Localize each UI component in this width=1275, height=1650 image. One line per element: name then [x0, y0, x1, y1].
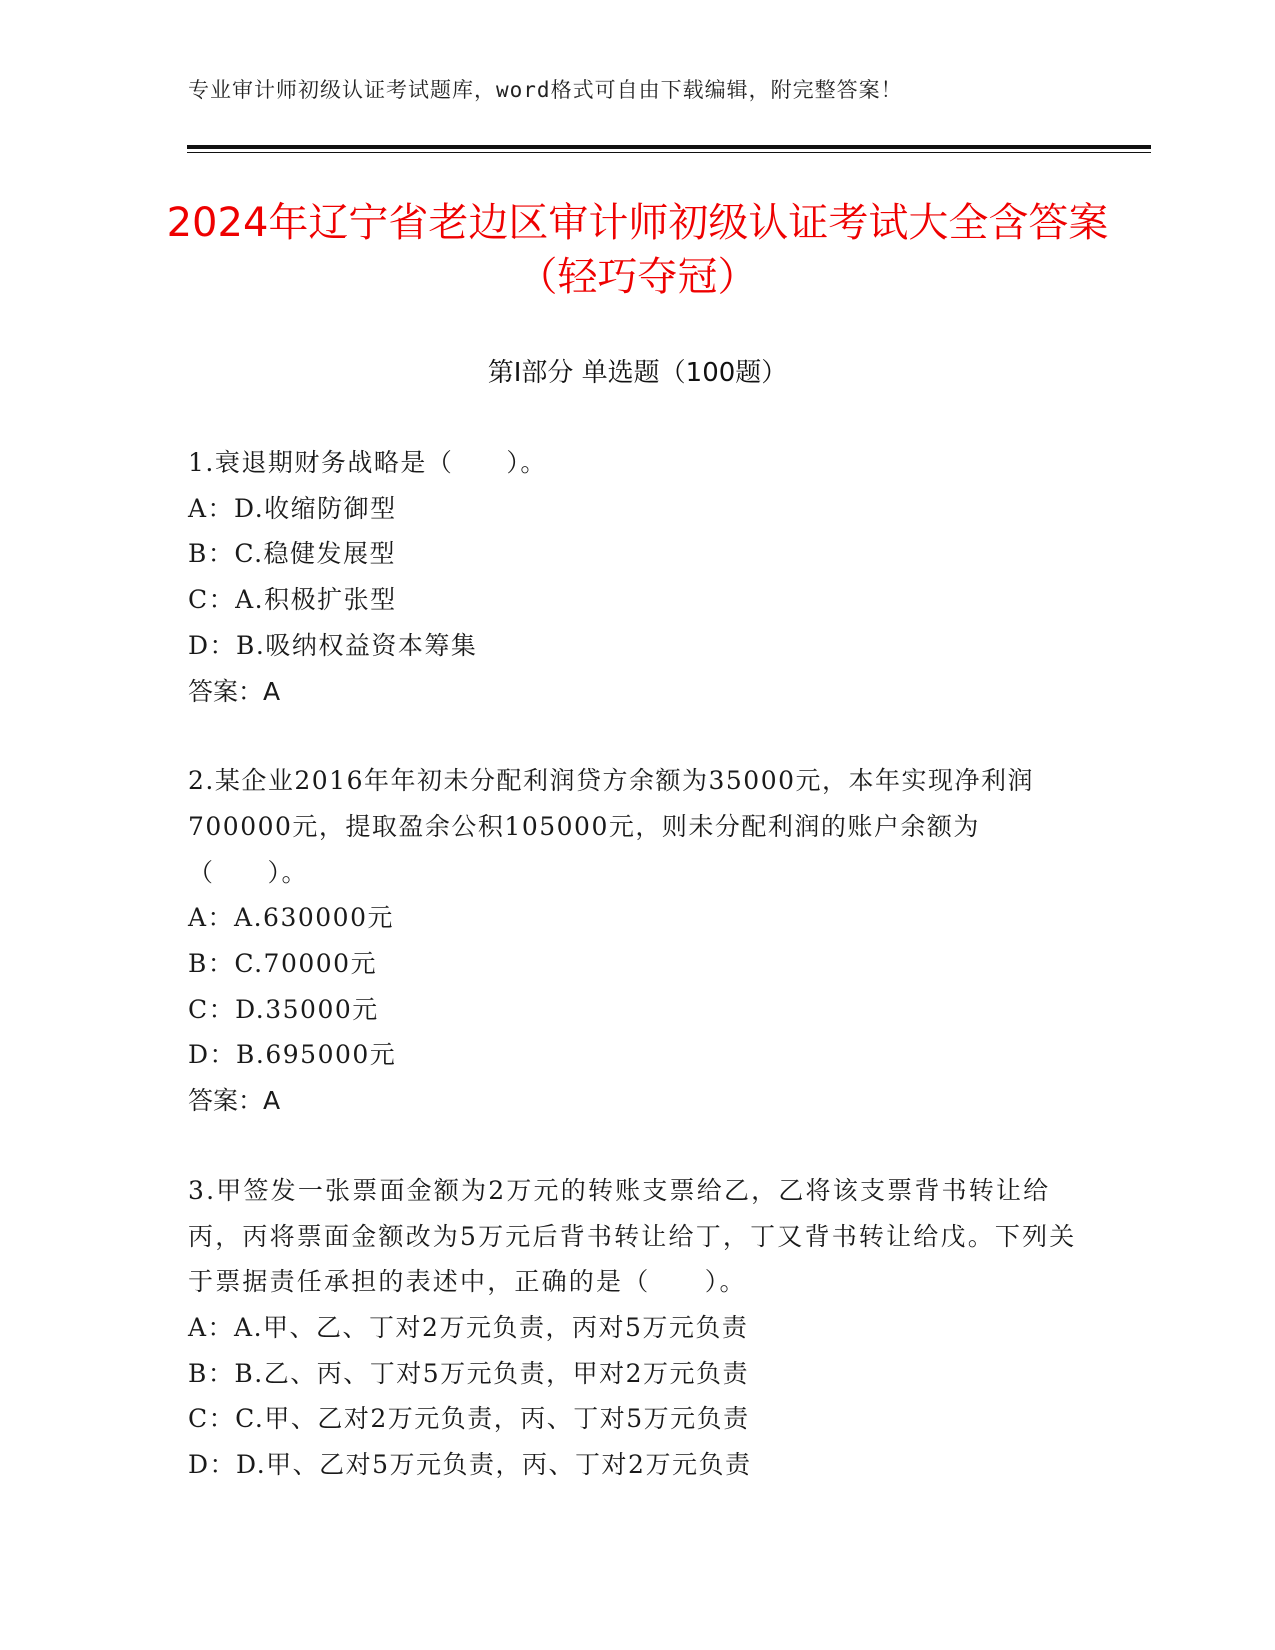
question-2 [188, 758, 1088, 1124]
option-a: A：D.收缩防御型 [188, 493, 397, 523]
document-title: 2024年辽宁省老边区审计师初级认证考试大全含答案（轻巧夺冠） [166, 200, 1109, 300]
question-1 [188, 440, 1088, 714]
question-stem: 2.某企业2016年年初未分配利润贷方余额为35000元，本年实现净利润700000元，提取盈余公积105000元，则未分配利润的账户余额为（ ）。 [188, 766, 1035, 887]
answer: 答案：A [188, 676, 281, 706]
option-a: A：A.630000元 [188, 903, 394, 933]
option-a: A：A.甲、乙、丁对2万元负责，丙对5万元负责 [188, 1312, 749, 1342]
option-d: D：B.695000元 [188, 1040, 397, 1070]
question-stem: 1.衰退期财务战略是（ ）。 [188, 448, 547, 477]
option-c: C：A.积极扩张型 [188, 585, 397, 615]
answer: 答案：A [188, 1086, 281, 1116]
option-d: D：D.甲、乙对5万元负责，丙、丁对2万元负责 [188, 1450, 752, 1480]
option-b: B：B.乙、丙、丁对5万元负责，甲对2万元负责 [188, 1358, 750, 1388]
option-c: C：C.甲、乙对2万元负责，丙、丁对5万元负责 [188, 1404, 750, 1434]
option-c: C：D.35000元 [188, 994, 379, 1024]
section-title: 第Ⅰ部分 单选题（100题） [487, 358, 788, 388]
option-b: B：C.稳健发展型 [188, 539, 397, 569]
option-b: B：C.70000元 [188, 949, 378, 979]
header-rule-thin [187, 152, 1151, 153]
header-note: 专业审计师初级认证考试题库，word格式可自由下载编辑，附完整答案！ [188, 78, 903, 102]
option-d: D：B.吸纳权益资本筹集 [188, 630, 478, 660]
question-list [188, 440, 1088, 1532]
question-3 [188, 1168, 1088, 1488]
header-rule-thick [187, 145, 1151, 149]
question-stem: 3.甲签发一张票面金额为2万元的转账支票给乙，乙将该支票背书转让给丙，丙将票面金额改为5万元后背书转让给丁，丁又背书转让给戊。下列关于票据责任承担的表述中，正确的是（ ）。 [188, 1175, 1077, 1297]
